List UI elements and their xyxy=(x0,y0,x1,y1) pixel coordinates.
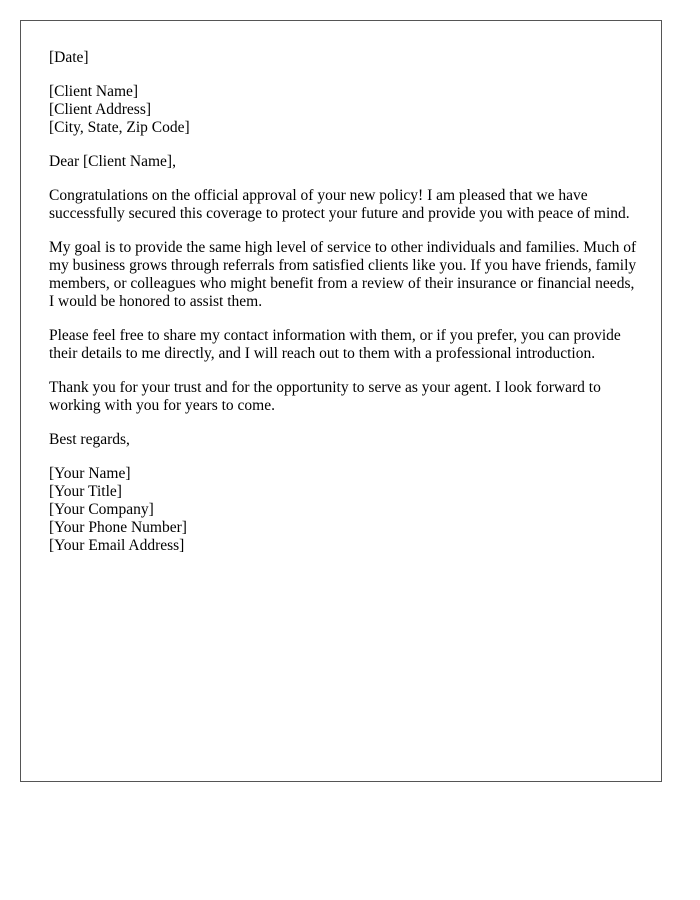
recipient-address xyxy=(49,83,639,137)
signature-title: [Your Title] xyxy=(49,483,122,500)
paragraph-congratulations: Congratulations on the official approval of your new policy! I am pleased that we have successfully secured this coverage to protect your future and provide you with peace of mind. xyxy=(49,187,630,222)
recipient-street: [Client Address] xyxy=(49,101,152,118)
recipient-city-state-zip: [City, State, Zip Code] xyxy=(49,119,190,136)
letter-date xyxy=(49,49,639,67)
date-line: [Date] xyxy=(49,49,89,66)
closing: Best regards, xyxy=(49,431,130,448)
signature-name: [Your Name] xyxy=(49,465,131,482)
salutation: Dear [Client Name], xyxy=(49,153,176,170)
paragraph-thanks: Thank you for your trust and for the opportunity to serve as your agent. I look forward to working with you for years to come. xyxy=(49,379,601,414)
signature-email: [Your Email Address] xyxy=(49,537,185,554)
signature-phone: [Your Phone Number] xyxy=(49,519,187,536)
letter-body xyxy=(49,49,639,571)
signature-block xyxy=(49,465,639,555)
recipient-name: [Client Name] xyxy=(49,83,139,100)
signature-company: [Your Company] xyxy=(49,501,154,518)
letter-page xyxy=(20,20,662,782)
paragraph-contact: Please feel free to share my contact information with them, or if you prefer, you can provide their details to me directly, and I will reach out to them with a professional introduction. xyxy=(49,327,621,362)
paragraph-referrals: My goal is to provide the same high level of service to other individuals and families. Much of my business grows through referrals from satisfied clients like you. If you have friends, family members, or colleagues who might benefit from a review of their insurance or financial needs, I would be honored to assist them. xyxy=(49,239,637,310)
